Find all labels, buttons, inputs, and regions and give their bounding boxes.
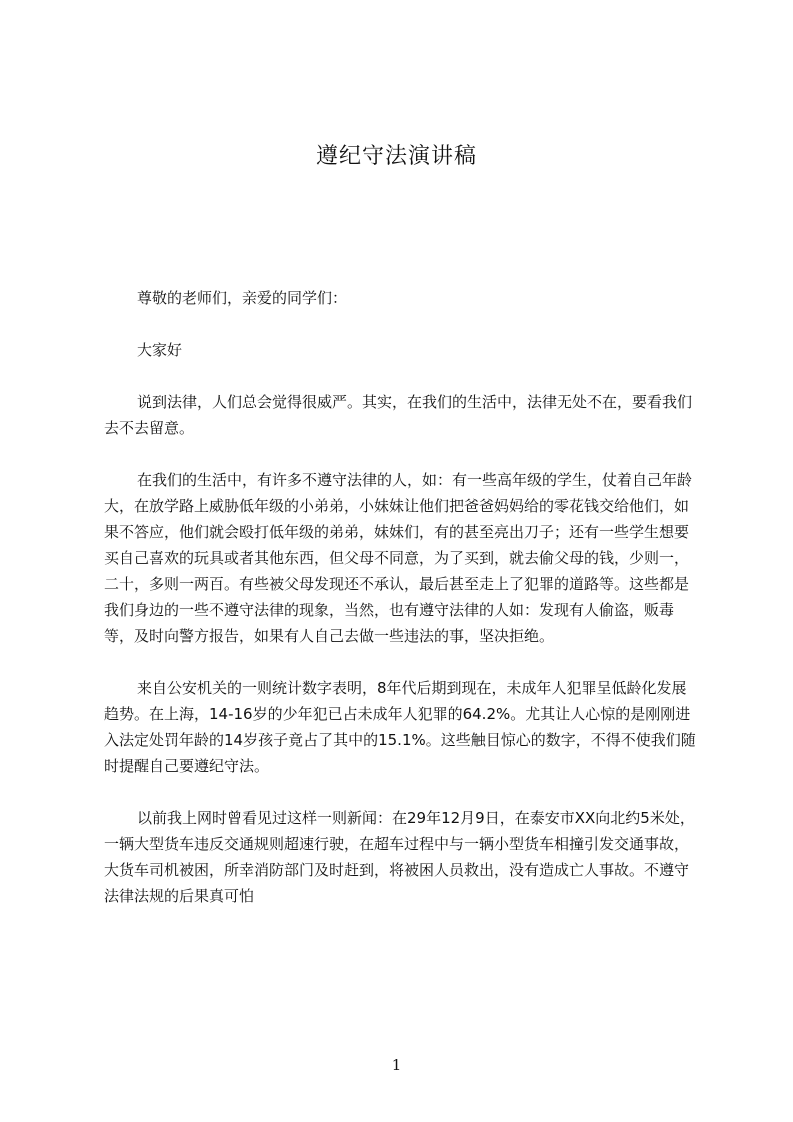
document-body <box>104 285 698 935</box>
page-number: 1 <box>391 1056 402 1074</box>
greeting-paragraph: 大家好 <box>137 341 183 359</box>
body-paragraph: 说到法律，人们总会觉得很威严。其实，在我们的生活中，法律无处不在，要看我们去不去留意。 <box>104 393 693 437</box>
body-paragraph: 以前我上网时曾看见过这样一则新闻：在29年12月9日，在泰安市XX向北约5米处，一辆大型货车违反交通规则超速行驶，在超车过程中与一辆小型货车相撞引发交通事故，大货车司机被困，所幸消防部门及时赶到，将被困人员救出，没有造成亡人事故。不遵守法律法规的后果真可怕 <box>104 809 695 905</box>
body-paragraph: 来自公安机关的一则统计数字表明，8年代后期到现在，未成年人犯罪呈低龄化发展趋势。在上海，14-16岁的少年犯已占未成年人犯罪的64.2%。尤其让人心惊的是刚刚进入法定处罚年龄的14岁孩子竟占了其中的15.1%。这些触目惊心的数字，不得不使我们随时提醒自己要遵纪守法。 <box>104 679 696 775</box>
salutation-paragraph: 尊敬的老师们，亲爱的同学们： <box>137 289 348 307</box>
document-title: 遵纪守法演讲稿 <box>315 144 477 169</box>
body-paragraph: 在我们的生活中，有许多不遵守法律的人，如：有一些高年级的学生，仗着自己年龄大，在放学路上威胁低年级的小弟弟，小妹妹让他们把爸爸妈妈给的零花钱交给他们，如果不答应，他们就会殴打低年级的弟弟，妹妹们，有的甚至亮出刀子；还有一些学生想要买自己喜欢的玩具或者其他东西，但父母不同意，为了买到，就去偷父母的钱，少则一，二十，多则一两百。有些被父母发现还不承认，最后甚至走上了犯罪的道路等。这些都是我们身边的一些不遵守法律的现象，当然，也有遵守法律的人如：发现有人偷盗，贩毒等，及时向警方报告，如果有人自己去做一些违法的事，坚决拒绝。 <box>104 471 693 645</box>
